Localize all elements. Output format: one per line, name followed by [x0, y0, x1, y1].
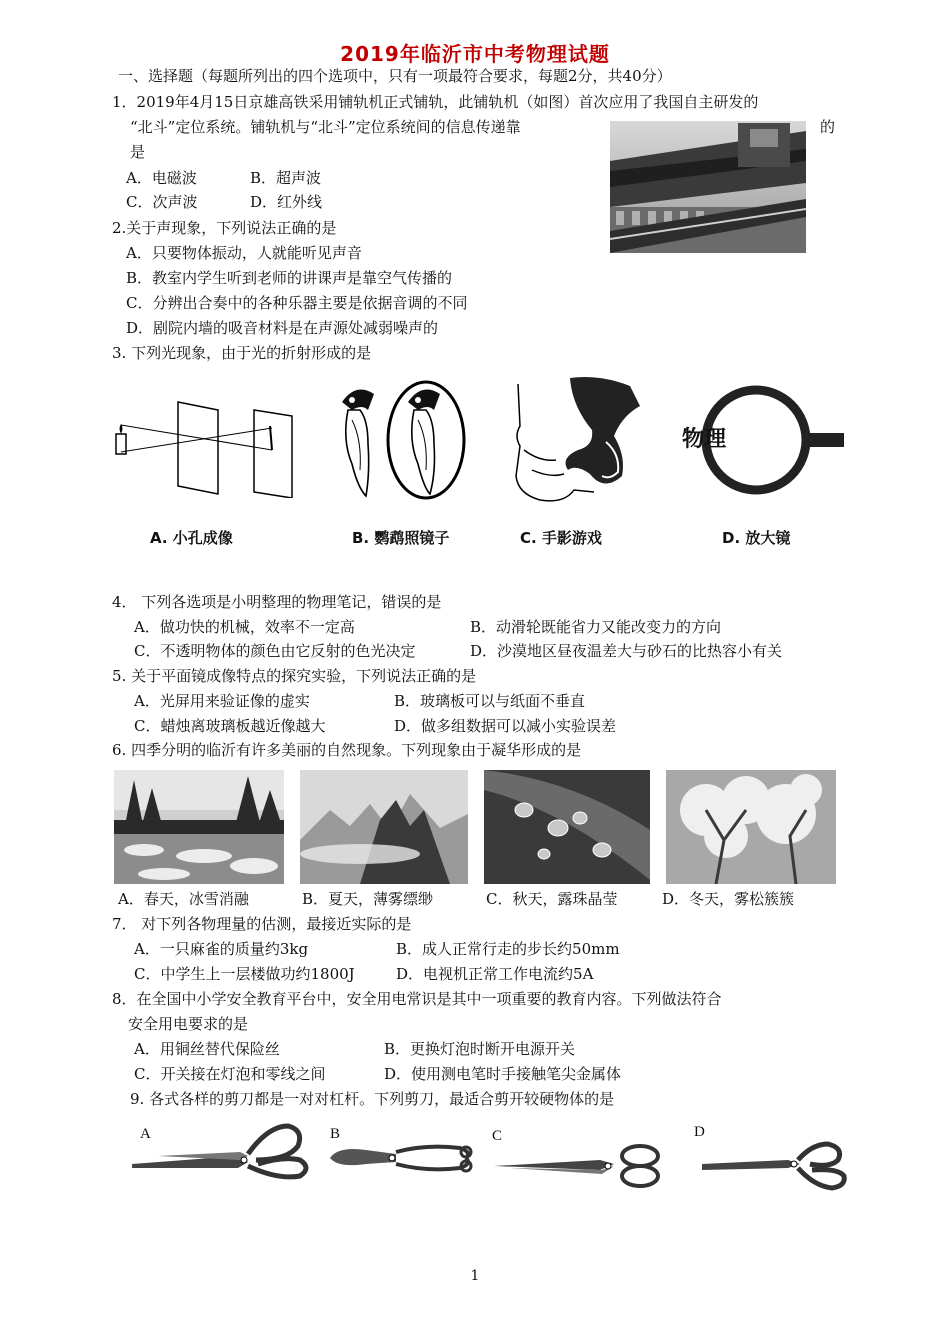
q1-line1: 1．2019年4月15日京雄高铁采用铺轨机正式铺轨，此铺轨机（如图）首次应用了我国自主研发的 [112, 93, 759, 111]
q4-option-b: B．动滑轮既能省力又能改变力的方向 [470, 618, 722, 636]
q1-option-b: B．超声波 [250, 169, 322, 187]
q5-stem: 5. 关于平面镜成像特点的探究实验，下列说法正确的是 [112, 667, 477, 685]
q6-option-a: A．春天，冰雪消融 [118, 890, 249, 908]
q2-option-b: B．教室内学生听到老师的讲课声是靠空气传播的 [126, 269, 453, 287]
spring-ice-melting-photo [114, 770, 284, 884]
q8-stem-line1: 8．在全国中小学安全教育平台中，安全用电常识是其中一项重要的教育内容。下列做法符合 [112, 990, 722, 1008]
page-number: 1 [470, 1268, 480, 1284]
q2-option-d: D．剧院内墙的吸音材料是在声源处减弱噪声的 [126, 319, 439, 337]
q5-option-d: D．做多组数据可以减小实验误差 [394, 717, 617, 735]
q3-stem: 3. 下列光现象，由于光的折射形成的是 [112, 344, 372, 362]
q7-option-b: B．成人正常行走的步长约50mm [396, 940, 620, 958]
q2-option-a: A．只要物体振动，人就能听见声音 [126, 244, 362, 262]
q4-option-a: A．做功快的机械，效率不一定高 [134, 618, 355, 636]
hand-shadow-figure [510, 376, 656, 504]
q1-line2-end: 的 [820, 118, 836, 136]
q7-stem: 7． 对下列各物理量的估测，最接近实际的是 [112, 915, 412, 933]
q1-option-a: A．电磁波 [126, 169, 197, 187]
q4-option-c: C．不透明物体的颜色由它反射的色光决定 [134, 642, 416, 660]
q1-option-c: C．次声波 [126, 193, 198, 211]
pinhole-imaging-figure [112, 398, 302, 498]
q2-stem: 2.关于声现象，下列说法正确的是 [112, 219, 337, 237]
q3-caption-d: D. 放大镜 [722, 529, 791, 547]
q8-stem-line2: 安全用电要求的是 [128, 1015, 249, 1033]
autumn-dew-photo [484, 770, 650, 884]
q1-option-d: D．红外线 [250, 193, 323, 211]
section-heading: 一、选择题（每题所列出的四个选项中，只有一项最符合要求，每题2分，共40分） [118, 67, 672, 85]
q8-option-a: A．用铜丝替代保险丝 [134, 1040, 280, 1058]
q7-option-c: C．中学生上一层楼做功约1800J [134, 965, 355, 983]
q6-option-c: C．秋天，露珠晶莹 [486, 890, 618, 908]
q3-caption-c: C. 手影游戏 [520, 529, 602, 547]
q5-option-a: A．光屏用来验证像的虚实 [134, 692, 310, 710]
track-laying-machine-photo [610, 121, 806, 253]
scissors-b-figure [326, 1134, 474, 1180]
summer-mist-photo [300, 770, 468, 884]
q1-line3: 是 [130, 143, 146, 161]
scissors-d-figure [698, 1140, 852, 1196]
q9-label-b: B [330, 1126, 341, 1142]
q5-option-c: C．蜡烛离玻璃板越近像越大 [134, 717, 326, 735]
scissors-c-figure [490, 1142, 670, 1188]
q8-option-d: D．使用测电笔时手接触笔尖金属体 [384, 1065, 622, 1083]
scissors-a-figure [128, 1120, 314, 1182]
q9-label-d: D [694, 1124, 705, 1140]
q8-option-b: B．更换灯泡时断开电源开关 [384, 1040, 576, 1058]
q8-option-c: C．开关接在灯泡和零线之间 [134, 1065, 326, 1083]
q7-option-a: A．一只麻雀的质量约3kg [134, 940, 309, 958]
q9-stem: 9. 各式各样的剪刀都是一对对杠杆。下列剪刀，最适合剪开较硬物体的是 [130, 1090, 615, 1108]
q3-caption-a: A. 小孔成像 [150, 529, 233, 547]
q7-option-d: D．电视机正常工作电流约5A [396, 965, 594, 983]
q2-option-c: C．分辨出合奏中的各种乐器主要是依据音调的不同 [126, 294, 468, 312]
magnifier-small-text: 物理 [682, 427, 727, 452]
q9-label-a: A [140, 1126, 151, 1142]
winter-rime-photo [666, 770, 836, 884]
page-title: 2019年临沂市中考物理试题 [340, 42, 610, 66]
q1-line2: “北斗”定位系统。铺轨机与“北斗”定位系统间的信息传递靠 [130, 118, 521, 136]
q3-caption-b: B. 鹦鹉照镜子 [352, 529, 450, 547]
q6-stem: 6. 四季分明的临沂有许多美丽的自然现象。下列现象由于凝华形成的是 [112, 741, 582, 759]
q6-option-b: B．夏天，薄雾缥缈 [302, 890, 434, 908]
parrot-mirror-figure [322, 380, 468, 502]
q4-option-d: D．沙漠地区昼夜温差大与砂石的比热容小有关 [470, 642, 783, 660]
q9-label-c: C [492, 1128, 503, 1144]
q6-option-d: D．冬天，雾松簇簇 [662, 890, 795, 908]
q4-stem: 4． 下列各选项是小明整理的物理笔记，错误的是 [112, 593, 442, 611]
magnifier-figure [680, 380, 850, 500]
q5-option-b: B．玻璃板可以与纸面不垂直 [394, 692, 586, 710]
